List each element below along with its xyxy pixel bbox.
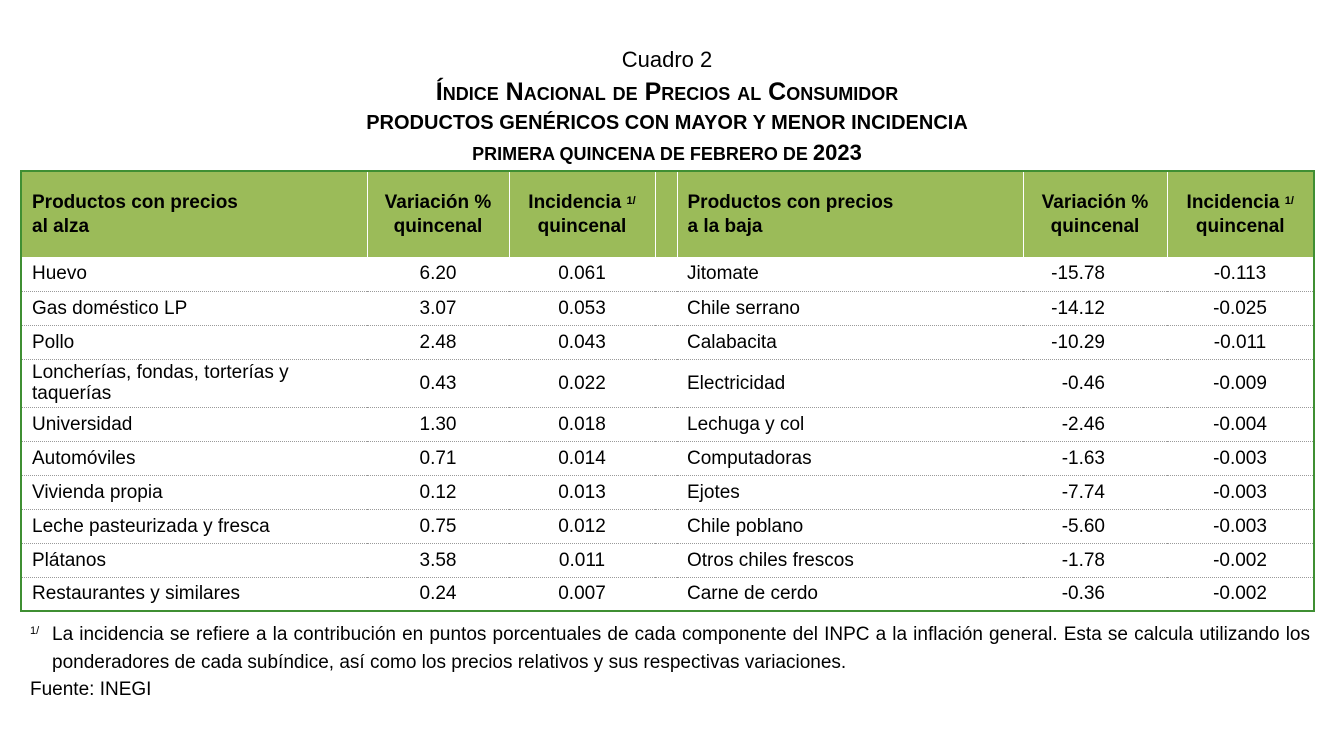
table-row bbox=[21, 543, 1314, 577]
up-incidence: 0.061 bbox=[509, 257, 655, 291]
table-row bbox=[21, 509, 1314, 543]
row-gap bbox=[655, 509, 677, 543]
down-incidence: -0.003 bbox=[1167, 475, 1314, 509]
row-gap bbox=[655, 577, 677, 611]
up-product: Restaurantes y similares bbox=[32, 583, 241, 605]
down-product: Ejotes bbox=[677, 475, 1023, 509]
down-product: Chile poblano bbox=[677, 509, 1023, 543]
down-incidence: -0.025 bbox=[1167, 291, 1314, 325]
down-variation: -2.46 bbox=[1023, 407, 1167, 441]
up-variation: 2.48 bbox=[367, 325, 509, 359]
up-product: Plátanos bbox=[21, 543, 367, 577]
row-gap bbox=[655, 257, 677, 291]
row-gap bbox=[655, 407, 677, 441]
down-variation: -7.74 bbox=[1023, 475, 1167, 509]
row-gap bbox=[655, 475, 677, 509]
down-incidence: -0.004 bbox=[1167, 407, 1314, 441]
footnote-text: La incidencia se refiere a la contribución en puntos porcentuales de cada componente del INPC a la inflación general. Esta se calcula utilizando los ponderadores de cada subíndice, así como los precios relativos y sus respectivas variaciones. bbox=[52, 624, 1310, 673]
down-product: Chile serrano bbox=[677, 291, 1023, 325]
up-incidence: 0.007 bbox=[558, 583, 606, 605]
table-row bbox=[21, 257, 1314, 291]
up-variation: 0.43 bbox=[367, 359, 509, 407]
down-product: Calabacita bbox=[677, 325, 1023, 359]
down-product: Carne de cerdo bbox=[687, 583, 818, 605]
down-incidence: -0.011 bbox=[1167, 325, 1314, 359]
up-incidence: 0.011 bbox=[509, 543, 655, 577]
up-product: Loncherías, fondas, torterías y taquerías bbox=[21, 359, 367, 407]
header-down-variation: Variación % quincenal bbox=[1023, 171, 1167, 257]
down-product: Lechuga y col bbox=[677, 407, 1023, 441]
row-gap bbox=[655, 325, 677, 359]
table-row bbox=[21, 441, 1314, 475]
down-incidence: -0.002 bbox=[1167, 543, 1314, 577]
down-incidence: -0.009 bbox=[1167, 359, 1314, 407]
down-product: Jitomate bbox=[677, 257, 1023, 291]
down-variation: -1.78 bbox=[1023, 543, 1167, 577]
row-gap bbox=[655, 359, 677, 407]
up-variation: 0.12 bbox=[367, 475, 509, 509]
header-row bbox=[21, 171, 1314, 257]
down-incidence: -0.003 bbox=[1167, 509, 1314, 543]
header-up-products: Productos con precios al alza bbox=[21, 171, 367, 257]
header-up-incidence: Incidencia $^{1/}$ quincenal bbox=[509, 171, 655, 257]
table-row bbox=[21, 359, 1314, 407]
header-down-products: Productos con precios a la baja bbox=[677, 171, 1023, 257]
down-variation: -15.78 bbox=[1023, 257, 1167, 291]
footnote bbox=[30, 621, 1310, 677]
down-variation: -0.36 bbox=[1061, 583, 1105, 605]
up-product: Universidad bbox=[21, 407, 367, 441]
up-variation: 3.07 bbox=[367, 291, 509, 325]
up-incidence: 0.053 bbox=[509, 291, 655, 325]
up-variation: 1.30 bbox=[367, 407, 509, 441]
incidence-table bbox=[20, 170, 1315, 612]
up-incidence: 0.012 bbox=[509, 509, 655, 543]
up-product: Leche pasteurizada y fresca bbox=[21, 509, 367, 543]
down-variation: -14.12 bbox=[1023, 291, 1167, 325]
down-product: Otros chiles frescos bbox=[677, 543, 1023, 577]
up-product: Vivienda propia bbox=[21, 475, 367, 509]
up-incidence: 0.043 bbox=[509, 325, 655, 359]
down-variation: -10.29 bbox=[1023, 325, 1167, 359]
table-subtitle: PRODUCTOS GENÉRICOS CON MAYOR Y MENOR INCIDENCIA bbox=[366, 112, 968, 134]
up-incidence: 0.013 bbox=[509, 475, 655, 509]
header-gap bbox=[655, 171, 677, 257]
row-gap bbox=[655, 543, 677, 577]
table-number: Cuadro 2 bbox=[621, 47, 713, 72]
header-up-variation: Variación % quincenal bbox=[367, 171, 509, 257]
table-row bbox=[21, 475, 1314, 509]
header-down-incidence: Incidencia $^{1/}$ quincenal bbox=[1186, 191, 1294, 237]
up-variation: 0.24 bbox=[419, 583, 457, 605]
period-year: 2023 bbox=[812, 140, 862, 165]
table-row bbox=[21, 577, 1314, 611]
table-title: Índice Nacional de Precios al Consumidor bbox=[435, 78, 899, 106]
period-text: PRIMERA QUINCENA DE FEBRERO DE bbox=[472, 144, 813, 164]
table-period bbox=[0, 140, 1334, 167]
footnote-marker: 1/ bbox=[30, 625, 40, 637]
up-product: Automóviles bbox=[21, 441, 367, 475]
up-incidence: 0.018 bbox=[509, 407, 655, 441]
down-incidence: -0.113 bbox=[1167, 257, 1314, 291]
up-product: Pollo bbox=[21, 325, 367, 359]
row-gap bbox=[655, 441, 677, 475]
table-row bbox=[21, 407, 1314, 441]
up-product: Gas doméstico LP bbox=[21, 291, 367, 325]
table-title-block bbox=[0, 46, 1334, 167]
table-row bbox=[21, 291, 1314, 325]
down-product: Electricidad bbox=[677, 359, 1023, 407]
down-variation: -1.63 bbox=[1023, 441, 1167, 475]
down-incidence: -0.002 bbox=[1213, 583, 1267, 605]
up-variation: 0.71 bbox=[367, 441, 509, 475]
up-incidence: 0.022 bbox=[509, 359, 655, 407]
down-incidence: -0.003 bbox=[1167, 441, 1314, 475]
down-variation: -5.60 bbox=[1023, 509, 1167, 543]
up-variation: 3.58 bbox=[367, 543, 509, 577]
source-note: Fuente: INEGI bbox=[30, 679, 152, 700]
up-product: Huevo bbox=[21, 257, 367, 291]
up-variation: 0.75 bbox=[367, 509, 509, 543]
table-row bbox=[21, 325, 1314, 359]
row-gap bbox=[655, 291, 677, 325]
down-product: Computadoras bbox=[677, 441, 1023, 475]
up-incidence: 0.014 bbox=[509, 441, 655, 475]
up-variation: 6.20 bbox=[367, 257, 509, 291]
down-variation: -0.46 bbox=[1023, 359, 1167, 407]
